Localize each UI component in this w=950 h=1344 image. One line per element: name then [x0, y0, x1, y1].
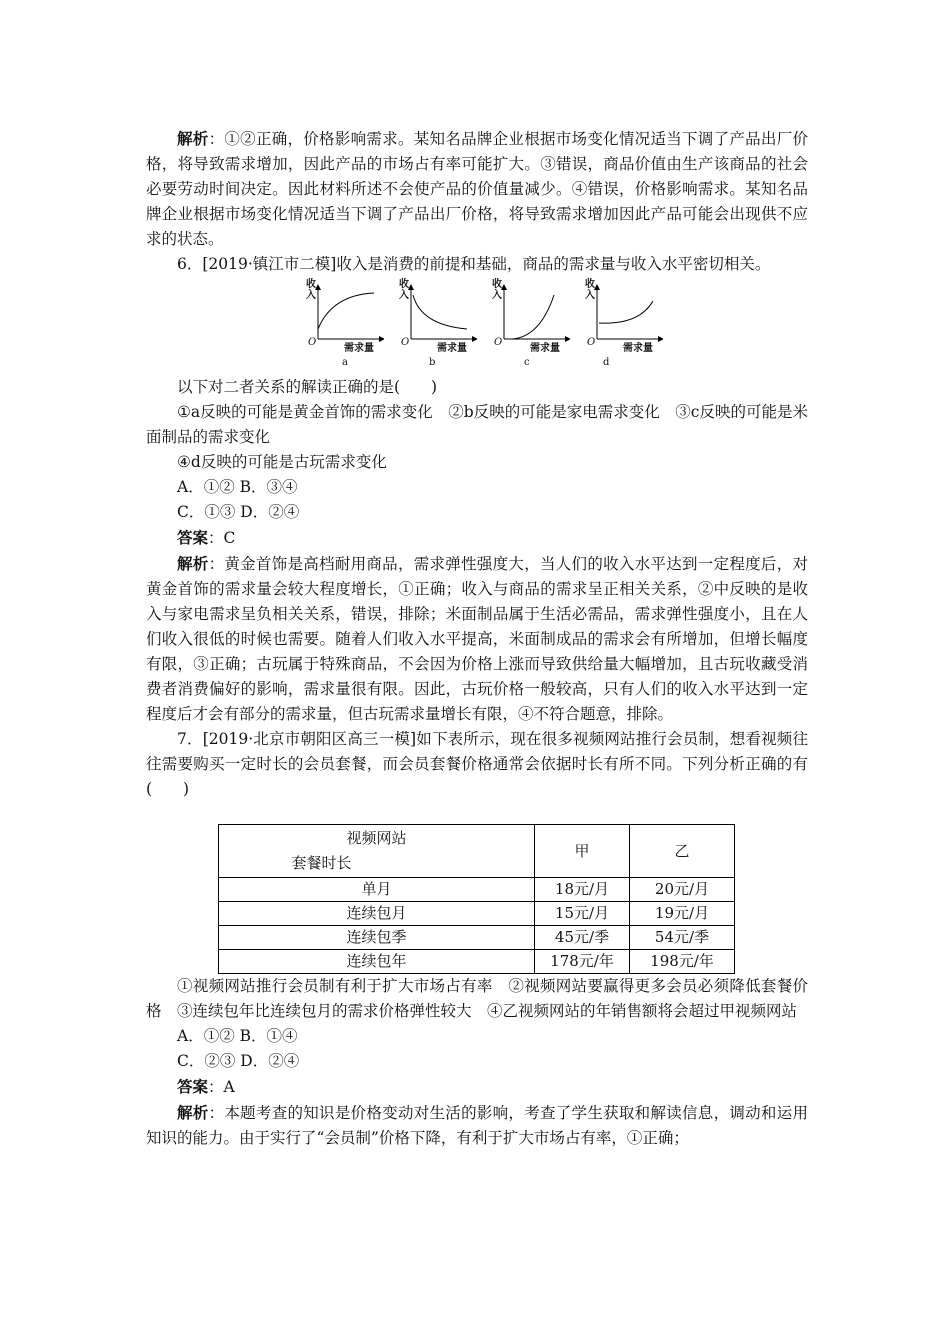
- q6-answer: [146, 525, 808, 551]
- table-row: [219, 926, 735, 950]
- graph-b-curve: [413, 295, 467, 329]
- graph-b-x-label: 需求量: [437, 343, 467, 354]
- q7-analysis: [146, 1100, 808, 1151]
- answer-value: ：A: [208, 1078, 235, 1096]
- graph-b: [387, 279, 477, 371]
- row-label: 单月: [219, 878, 535, 902]
- cell-jia: 18元/月: [535, 878, 630, 902]
- analysis-label: 解析: [177, 554, 209, 573]
- q6-options-ab: A．①② B．③④: [177, 478, 298, 496]
- q7-stem: 7．[2019·北京市朝阳区高三一模]如下表所示，现在很多视频网站推行会员制，想看视频往往需要购买一定时长的会员套餐，而会员套餐价格通常会依据时长有所不同。下列分析正确的有( ): [146, 730, 808, 798]
- analysis-text: ：①②正确，价格影响需求。某知名品牌企业根据市场变化情况适当下调了产品出厂价格，将导致需求增加，因此产品的市场占有率可能扩大。③错误，商品价值由生产该商品的社会必要劳动时间决定。因此材料所述不会使产品的价值量减少。④错误，价格影响需求。某知名品牌企业根据市场变化情况适当下调了产品出厂价格，将导致需求增加因此产品可能会出现供不应求的状态。: [146, 130, 808, 248]
- q6-analysis: [146, 551, 808, 727]
- q6-question: 以下对二者关系的解读正确的是( ): [177, 378, 438, 396]
- table-corner-header: [219, 825, 535, 878]
- graph-d: [573, 279, 663, 371]
- answer-value: ：C: [208, 529, 236, 547]
- q6-statements: ①a反映的可能是黄金首饰的需求变化 ②b反映的可能是家电需求变化 ③c反映的可能是米面制品的需求变化: [146, 403, 808, 446]
- q7-answer: [146, 1074, 808, 1100]
- q6-options-cd: C．①③ D．②④: [177, 503, 300, 521]
- q6-statement-4: ④d反映的可能是古玩需求变化: [177, 453, 387, 471]
- graph-c-y-label: 收入: [492, 279, 502, 301]
- table-row: [219, 950, 735, 974]
- content: [146, 126, 808, 1151]
- row-label: 连续包月: [219, 902, 535, 926]
- graph-a: [294, 279, 384, 371]
- graph-d-letter: d: [603, 357, 610, 368]
- answer-label: 答案: [177, 1077, 209, 1096]
- q7-options-cd: C．②③ D．②④: [177, 1052, 300, 1070]
- q5-analysis: [146, 126, 808, 252]
- analysis-text: ：本题考查的知识是价格变动对生活的影响，考查了学生获取和解读信息，调动和运用知识的能力。由于实行了“会员制”价格下降，有利于扩大市场占有率，①正确；: [146, 1104, 808, 1147]
- graph-c: [480, 279, 570, 371]
- graph-d-x-label: 需求量: [623, 343, 653, 354]
- cell-yi: 54元/季: [630, 926, 735, 950]
- graph-c-curve: [512, 295, 554, 339]
- analysis-label: 解析: [177, 129, 209, 148]
- graph-a-x-label: 需求量: [344, 343, 374, 354]
- analysis-text: ：黄金首饰是高档耐用商品，需求弹性强度大，当人们的收入水平达到一定程度后，对黄金首饰的需求量会较大程度增长，①正确；收入与商品的需求呈正相关关系，②中反映的是收入与家电需求呈负相关关系，错误，排除；米面制品属于生活必需品，需求弹性强度小，且在人们收入很低的时候也需要。随着人们收入水平提高，米面制成品的需求会有所增加，但增长幅度有限，③正确；古玩属于特殊商品，不会因为价格上涨而导致供给量大幅增加，且古玩收藏受消费者消费偏好的影响，需求量很有限。因此，古玩价格一般较高，只有人们的收入水平达到一定程度后才会有部分的需求量，但古玩需求量增长有限，④不符合题意，排除。: [146, 555, 808, 723]
- graph-a-y-label: 收入: [306, 279, 316, 301]
- analysis-label: 解析: [177, 1103, 209, 1122]
- cell-yi: 19元/月: [630, 902, 735, 926]
- row-label: 连续包季: [219, 926, 535, 950]
- membership-price-table: [218, 824, 735, 974]
- graph-d-curve: [599, 301, 653, 323]
- graph-b-y-label: 收入: [399, 279, 409, 301]
- q6-stem: 6．[2019·镇江市二模]收入是消费的前提和基础，商品的需求量与收入水平密切相关。: [177, 255, 771, 273]
- graph-c-origin: O: [494, 337, 503, 348]
- table-row: [219, 878, 735, 902]
- graph-c-x-label: 需求量: [530, 343, 560, 354]
- q7-statements: ①视频网站推行会员制有利于扩大市场占有率 ②视频网站要赢得更多会员必须降低套餐价格 ③连续包年比连续包月的需求价格弹性较大 ④乙视频网站的年销售额将会超过甲视频网站: [146, 977, 808, 1020]
- graph-c-letter: c: [524, 357, 530, 368]
- graph-a-curve: [318, 293, 374, 329]
- cell-yi: 198元/年: [630, 950, 735, 974]
- graph-b-letter: b: [429, 357, 436, 368]
- header-bottom: 套餐时长: [291, 854, 352, 872]
- table-header-row: [219, 825, 735, 878]
- graph-b-origin: O: [401, 337, 410, 348]
- row-label: 连续包年: [219, 950, 535, 974]
- cell-jia: 15元/月: [535, 902, 630, 926]
- graph-a-letter: a: [342, 357, 348, 368]
- graph-d-y-label: 收入: [585, 279, 595, 301]
- graph-a-origin: O: [308, 337, 317, 348]
- header-yi: 乙: [630, 825, 735, 878]
- demand-income-graphs: [294, 279, 808, 371]
- cell-yi: 20元/月: [630, 878, 735, 902]
- q7-options-ab: A．①② B．①④: [177, 1027, 298, 1045]
- header-jia: 甲: [535, 825, 630, 878]
- table-row: [219, 902, 735, 926]
- cell-jia: 178元/年: [535, 950, 630, 974]
- header-top: 视频网站: [346, 829, 407, 847]
- cell-jia: 45元/季: [535, 926, 630, 950]
- graph-d-origin: O: [587, 337, 596, 348]
- answer-label: 答案: [177, 528, 209, 547]
